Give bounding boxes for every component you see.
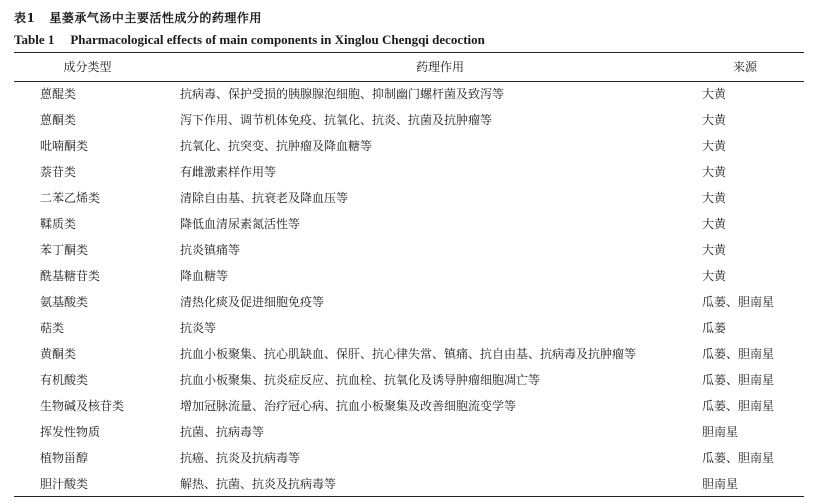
cell-source: 大黄 <box>702 217 727 231</box>
cell-source: 瓜蒌 <box>702 321 727 335</box>
table-caption-english <box>14 32 485 48</box>
column-header-pharmacological-effect: 药理作用 <box>415 60 464 74</box>
column-header-source: 来源 <box>732 60 757 74</box>
cell-source: 瓜蒌、胆南星 <box>702 373 775 387</box>
cell-component-type: 酰基糖苷类 <box>40 269 101 283</box>
cell-pharmacological-effect: 清热化痰及促进细胞免疫等 <box>180 295 325 309</box>
cell-pharmacological-effect: 泻下作用、调节机体免疫、抗氧化、抗炎、抗菌及抗肿瘤等 <box>180 113 493 127</box>
cell-pharmacological-effect: 降血糖等 <box>180 269 229 283</box>
table-row <box>0 265 816 291</box>
cell-pharmacological-effect: 抗血小板聚集、抗心肌缺血、保肝、抗心律失常、镇痛、抗自由基、抗病毒及抗肿瘤等 <box>180 347 637 361</box>
cell-source: 大黄 <box>702 269 727 283</box>
cell-pharmacological-effect: 抗血小板聚集、抗炎症反应、抗血栓、抗氧化及诱导肿瘤细胞凋亡等 <box>180 373 541 387</box>
table-header-rule <box>14 81 804 82</box>
cell-source: 大黄 <box>702 243 727 257</box>
table-row <box>0 239 816 265</box>
table-row <box>0 187 816 213</box>
table-row <box>0 317 816 343</box>
cell-pharmacological-effect: 抗炎镇痛等 <box>180 243 241 257</box>
cell-pharmacological-effect: 抗炎等 <box>180 321 217 335</box>
cell-pharmacological-effect: 降低血清尿素氮活性等 <box>180 217 301 231</box>
table-number-english: Table 1 <box>14 32 55 47</box>
cell-pharmacological-effect: 增加冠脉流量、治疗冠心病、抗血小板聚集及改善细胞流变学等 <box>180 399 517 413</box>
cell-component-type: 蒽酮类 <box>40 113 77 127</box>
column-header-component-type: 成分类型 <box>63 60 112 74</box>
table-row <box>0 109 816 135</box>
table-number-chinese: 表1 <box>14 11 36 25</box>
cell-component-type: 有机酸类 <box>40 373 89 387</box>
table-title-english: Pharmacological effects of main components in Xinglou Chengqi decoction <box>70 32 485 47</box>
cell-component-type: 蒽醌类 <box>40 87 77 101</box>
cell-source: 胆南星 <box>702 477 739 491</box>
cell-pharmacological-effect: 抗癌、抗炎及抗病毒等 <box>180 451 301 465</box>
table-bottom-rule <box>14 496 804 497</box>
cell-source: 大黄 <box>702 139 727 153</box>
cell-source: 瓜蒌、胆南星 <box>702 399 775 413</box>
cell-source: 瓜蒌、胆南星 <box>702 347 775 361</box>
table-row <box>0 291 816 317</box>
cell-component-type: 鞣质类 <box>40 217 77 231</box>
table-row <box>0 447 816 473</box>
cell-source: 大黄 <box>702 87 727 101</box>
cell-component-type: 胆汁酸类 <box>40 477 89 491</box>
cell-source: 大黄 <box>702 113 727 127</box>
table-body <box>0 83 816 499</box>
cell-pharmacological-effect: 抗病毒、保护受损的胰腺腺泡细胞、抑制幽门螺杆菌及致泻等 <box>180 87 505 101</box>
table-row <box>0 421 816 447</box>
cell-component-type: 生物碱及核苷类 <box>40 399 125 413</box>
table-caption-chinese <box>14 9 262 26</box>
cell-pharmacological-effect: 有雌激素样作用等 <box>180 165 277 179</box>
cell-source: 胆南星 <box>702 425 739 439</box>
cell-source: 大黄 <box>702 165 727 179</box>
cell-component-type: 植物甾醇 <box>40 451 89 465</box>
cell-component-type: 萜类 <box>40 321 65 335</box>
table-row <box>0 369 816 395</box>
table-row <box>0 161 816 187</box>
table-top-rule <box>14 52 804 53</box>
cell-component-type: 吡喃酮类 <box>40 139 89 153</box>
cell-pharmacological-effect: 抗菌、抗病毒等 <box>180 425 265 439</box>
table-row <box>0 135 816 161</box>
table-row <box>0 83 816 109</box>
cell-component-type: 萘苷类 <box>40 165 77 179</box>
cell-component-type: 二苯乙烯类 <box>40 191 101 205</box>
table-title-chinese: 星蒌承气汤中主要活性成分的药理作用 <box>49 11 262 25</box>
cell-source: 瓜蒌、胆南星 <box>702 295 775 309</box>
cell-pharmacological-effect: 清除自由基、抗衰老及降血压等 <box>180 191 349 205</box>
table-row <box>0 213 816 239</box>
table-row <box>0 395 816 421</box>
cell-source: 大黄 <box>702 191 727 205</box>
cell-source: 瓜蒌、胆南星 <box>702 451 775 465</box>
cell-component-type: 挥发性物质 <box>40 425 101 439</box>
cell-component-type: 黄酮类 <box>40 347 77 361</box>
table-row <box>0 343 816 369</box>
cell-pharmacological-effect: 解热、抗菌、抗炎及抗病毒等 <box>180 477 337 491</box>
cell-component-type: 苯丁酮类 <box>40 243 89 257</box>
cell-pharmacological-effect: 抗氧化、抗突变、抗肿瘤及降血糖等 <box>180 139 373 153</box>
cell-component-type: 氨基酸类 <box>40 295 89 309</box>
